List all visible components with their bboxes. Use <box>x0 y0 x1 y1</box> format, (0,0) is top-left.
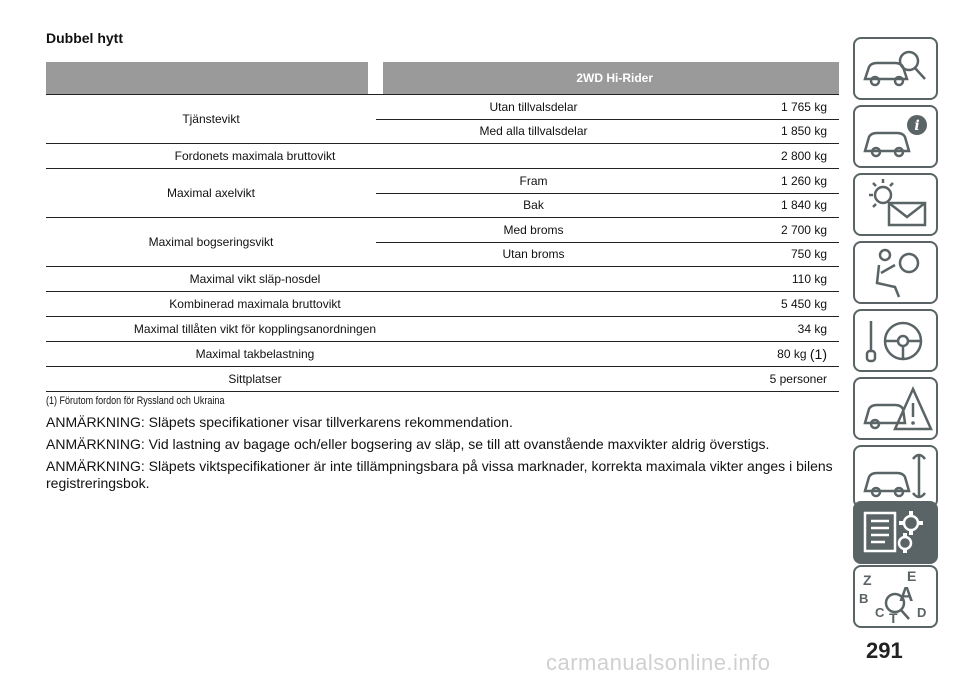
index-letter: T <box>889 610 898 626</box>
specifications-gear-icon <box>855 503 936 562</box>
chapter-tab-emergency[interactable] <box>853 377 938 440</box>
sub-label: Utan broms <box>502 247 565 261</box>
row-value: 34 kg <box>797 322 827 336</box>
row-label: Sittplatser <box>228 372 282 386</box>
sub-row <box>376 193 839 217</box>
notes-section <box>46 414 836 497</box>
chapter-tab-car-search[interactable] <box>853 37 938 100</box>
variant-label: 2WD Hi-Rider <box>576 71 653 85</box>
row-value <box>777 342 827 366</box>
sub-row <box>376 169 839 194</box>
table-header <box>46 62 839 94</box>
row-label: Maximal bogseringsvikt <box>148 235 274 249</box>
row-value: 5 450 kg <box>780 297 827 311</box>
row-value: 1 850 kg <box>780 124 827 138</box>
table-row <box>46 342 839 367</box>
chapter-tab-warning-lights[interactable] <box>853 173 938 236</box>
table-row <box>46 317 839 342</box>
row-label: Tjänstevikt <box>182 112 240 126</box>
row-label: Maximal axelvikt <box>166 186 256 200</box>
row-value: 1 260 kg <box>780 174 827 188</box>
index-letter: D <box>917 605 927 620</box>
note-paragraph: ANMÄRKNING: Släpets viktspecifikationer är inte tillämpningsbara på vissa marknader, korrekta maximala vikter anges i bilens registreringsbok. <box>46 458 833 491</box>
table-row <box>46 95 839 144</box>
row-label: Fordonets maximala bruttovikt <box>174 149 336 163</box>
seat-airbag-icon <box>855 243 936 302</box>
warning-light-envelope-icon <box>855 175 936 234</box>
index-letter: A <box>899 584 914 606</box>
row-value: 1 765 kg <box>780 100 827 114</box>
sub-row <box>376 218 839 243</box>
row-label: Maximal tillåten vikt för kopplingsanordningen <box>133 322 377 336</box>
table-row <box>46 267 839 292</box>
row-value: 2 800 kg <box>780 149 827 163</box>
table-row <box>46 144 839 169</box>
index-letter: E <box>907 568 917 584</box>
table-row <box>46 367 839 392</box>
table-row <box>46 169 839 218</box>
table-row <box>46 292 839 317</box>
footnote-ref[interactable]: (1) <box>809 346 827 362</box>
chapter-tab-maintenance[interactable] <box>853 445 938 508</box>
header-variant-cell <box>383 62 839 94</box>
car-warning-triangle-icon <box>855 379 936 438</box>
index-letter: B <box>859 591 869 606</box>
row-value: 5 personer <box>769 372 827 386</box>
row-value: 110 kg <box>791 272 827 286</box>
car-wrench-icon <box>855 447 936 506</box>
sub-label: Bak <box>523 198 544 212</box>
index-letter: C <box>875 605 885 620</box>
sub-row <box>376 95 839 120</box>
index-letter: Z <box>863 572 872 588</box>
sub-label: Utan tillvalsdelar <box>489 100 578 114</box>
watermark: carmanualsonline.info <box>546 650 771 675</box>
sub-row <box>376 242 839 266</box>
page-number: 291 <box>866 638 903 663</box>
row-value: 750 kg <box>790 247 827 261</box>
sub-label: Med alla tillvalsdelar <box>479 124 588 138</box>
alphabet-index-icon <box>855 567 936 626</box>
row-value: 2 700 kg <box>780 223 827 237</box>
page-title: Dubbel hytt <box>46 30 123 46</box>
chapter-tab-driving[interactable] <box>853 309 938 372</box>
svg-text:i: i <box>914 118 920 134</box>
sub-label: Fram <box>519 174 548 188</box>
footnote: (1) Förutom fordon för Ryssland och Ukraina <box>46 395 225 407</box>
value-text: 80 kg <box>777 347 807 361</box>
steering-wheel-key-icon <box>855 311 936 370</box>
row-label: Kombinerad maximala bruttovikt <box>169 297 341 311</box>
chapter-tab-specifications[interactable] <box>853 501 938 564</box>
table-row <box>46 218 839 267</box>
chapter-tab-index[interactable] <box>853 565 938 628</box>
spec-table <box>46 62 839 392</box>
note-paragraph: ANMÄRKNING: Vid lastning av bagage och/eller bogsering av släp, se till att ovanstående maxvikter aldrig överstigs. <box>46 436 770 452</box>
car-info-icon <box>855 107 936 166</box>
sub-label: Med broms <box>503 223 564 237</box>
note-paragraph: ANMÄRKNING: Släpets specifikationer visar tillverkarens rekommendation. <box>46 414 513 430</box>
row-label: Maximal vikt släp-nosdel <box>189 272 321 286</box>
row-label: Maximal takbelastning <box>195 347 315 361</box>
header-blank-cell <box>46 62 368 94</box>
car-magnifier-icon <box>855 39 936 98</box>
chapter-tab-safety[interactable] <box>853 241 938 304</box>
chapter-tab-car-info[interactable] <box>853 105 938 168</box>
row-value: 1 840 kg <box>780 198 827 212</box>
sub-row <box>376 119 839 143</box>
